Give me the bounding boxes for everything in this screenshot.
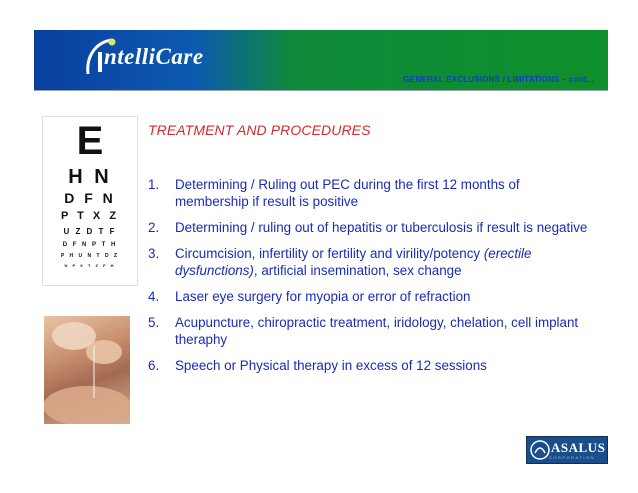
eye-chart-row: P H U N T D Z	[60, 253, 120, 259]
eye-chart-row: H N	[68, 166, 112, 188]
eye-chart-row: U Z D T F	[63, 227, 117, 236]
item-text: Circumcision, infertility or fertility and virility/potency	[175, 246, 481, 261]
acupuncture-illustration	[44, 316, 130, 424]
item-number: 3.	[148, 246, 160, 261]
header-tagline: GENERAL EXCLUSIONS / LIMITATIONS – cont...	[403, 75, 594, 84]
item-text-tail: , artificial insemination, sex change	[253, 263, 462, 278]
eye-chart-row: D F N P T H	[62, 242, 118, 248]
eye-chart-row: D F N	[64, 190, 116, 206]
item-text: Determining / Ruling out PEC during the first 12 months of membership if result is positive	[175, 177, 520, 209]
eye-chart-row: P T X Z	[60, 210, 120, 222]
intellicare-logo	[82, 36, 232, 80]
item-text-emphasis: (erectile dysfunctions)	[175, 246, 532, 278]
list-item	[148, 314, 588, 348]
list-item	[148, 176, 588, 210]
list-item	[148, 245, 588, 279]
list-item	[148, 288, 588, 305]
item-number: 1.	[148, 177, 160, 192]
asalus-text: ASALUS	[551, 440, 606, 455]
exclusions-list	[148, 176, 588, 383]
eye-chart-row: E	[76, 119, 104, 163]
list-item	[148, 357, 588, 374]
item-number: 5.	[148, 315, 160, 330]
item-number: 6.	[148, 358, 160, 373]
item-text: Speech or Physical therapy in excess of 12 sessions	[175, 358, 487, 373]
section-title: TREATMENT AND PROCEDURES	[148, 122, 371, 138]
eye-chart-row: N P X T Z F H	[64, 263, 116, 268]
acupuncture-photo	[44, 316, 130, 424]
asalus-logo	[526, 436, 608, 464]
item-number: 4.	[148, 289, 160, 304]
list-item	[148, 219, 588, 236]
item-text: Determining / ruling out of hepatitis or tuberculosis if result is negative	[175, 220, 588, 235]
asalus-subtext: CORPORATION	[549, 455, 595, 460]
logo-text: ntelliCare	[104, 44, 204, 69]
item-text: Acupuncture, chiropractic treatment, iridology, chelation, cell implant theraphy	[175, 315, 579, 347]
asalus-emblem-icon	[529, 439, 551, 461]
item-text: Laser eye surgery for myopia or error of refraction	[175, 289, 471, 304]
header-banner	[34, 30, 608, 90]
item-number: 2.	[148, 220, 160, 235]
header-divider	[34, 90, 608, 91]
eye-chart-image	[42, 116, 138, 286]
